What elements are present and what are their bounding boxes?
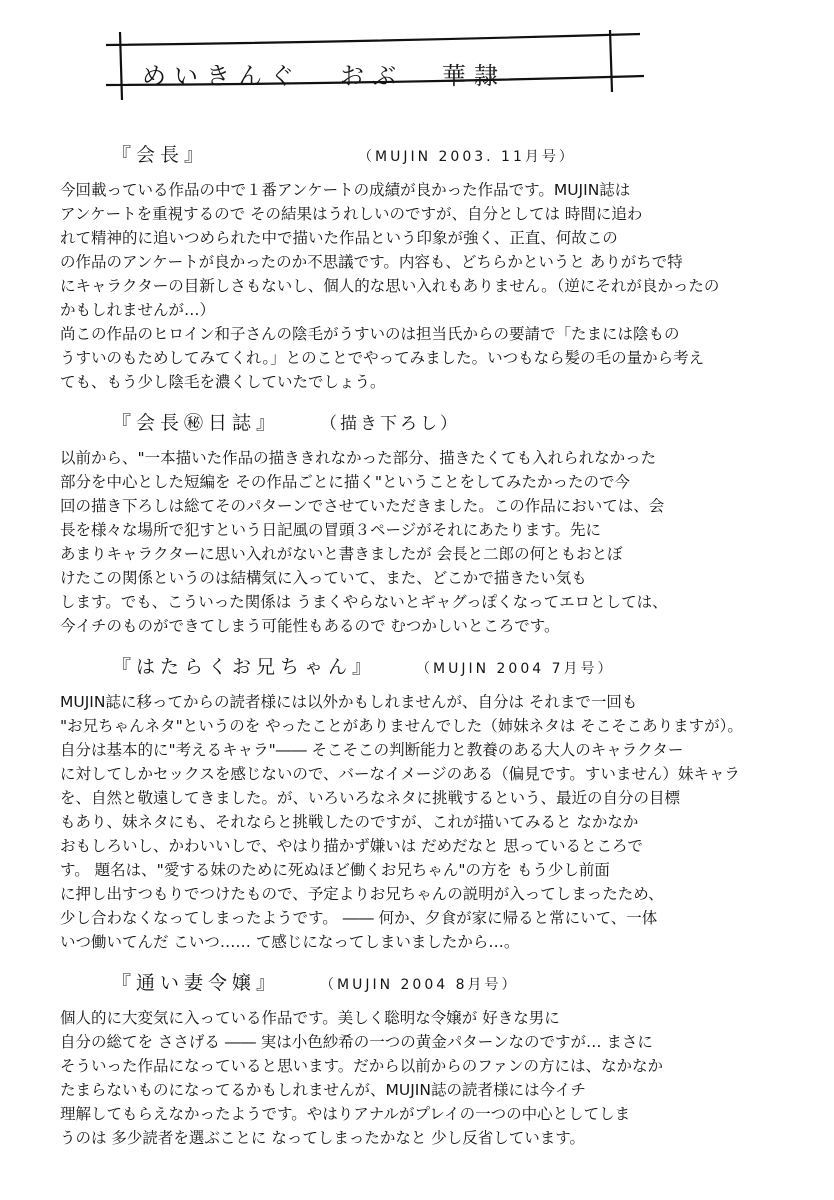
text-line: します。でも、こういった関係は うまくやらないとギャグっぽくなってエロとしては、 xyxy=(60,593,668,611)
text-line: 理解してもらえなかったようです。やはりアナルがプレイの一つの中心としてしま xyxy=(60,1105,631,1123)
section-source: （MUJIN 2004 7月号） xyxy=(416,661,615,677)
title-part: 華隷 xyxy=(442,62,506,90)
text-line: もあり、妹ネタにも、それならと挑戦したのですが、これが描いてみると なかなか xyxy=(60,813,639,831)
text-line: 長を様々な場所で犯すという日記風の冒頭３ページがそれにあたります。先に xyxy=(60,521,601,539)
section-header xyxy=(112,968,810,998)
text-line: に対してしかセックスを感じないので、バーなイメージのある（偏見です。すいません）妹キャラ xyxy=(60,765,740,783)
section-heading: 『通い妻令嬢』 xyxy=(112,972,281,994)
text-line: 自分の総てを ささげる ―― 実は小色紗希の一つの黄金パターンなのですが… まさに xyxy=(60,1033,653,1051)
text-line: そういった作品になっていると思います。だから以前からのファンの方には、なかなか xyxy=(60,1057,663,1075)
text-line: 少し合わなくなってしまったようです。 ―― 何か、夕食が家に帰ると常にいて、一体 xyxy=(60,909,658,927)
text-line: かもしれませんが…） xyxy=(60,301,216,319)
text-line: 今回載っている作品の中で１番アンケートの成績が良かった作品です。MUJIN誌は xyxy=(60,181,631,199)
section xyxy=(60,968,810,1150)
text-line: "お兄ちゃんネタ"というのを やったことがありませんでした（姉妹ネタは そこそこありますが）。 xyxy=(60,717,743,735)
section xyxy=(60,140,810,394)
text-line: 回の描き下ろしは総てそのパターンでさせていただきました。この作品においては、会 xyxy=(60,497,665,515)
text-line: うすいのもためしてみてくれ。」とのことでやってみました。いつもなら髪の毛の量から考え xyxy=(60,349,705,367)
text-line: 部分を中心とした短編を その作品ごとに描く"ということをしてみたかったので今 xyxy=(60,473,631,491)
page-title xyxy=(142,56,544,91)
text-line: うのは 多少読者を選ぶことに なってしまったかなと 少し反省しています。 xyxy=(60,1129,586,1147)
title-part: めいきんぐ xyxy=(142,62,302,90)
text-line: 尚この作品のヒロイン和子さんの陰毛がうすいのは担当氏からの要請で「たまには陰もの xyxy=(60,325,680,343)
title-part: おぶ xyxy=(340,62,404,90)
section-source: （描き下ろし） xyxy=(320,414,461,434)
text-line: 以前から、"一本描いた作品の描ききれなかった部分、描きたくても入れられなかった xyxy=(60,449,657,467)
text-line: れて精神的に追いつめられた中で描いた作品という印象が強く、正直、何故この xyxy=(60,229,618,247)
section-heading: 『会長』 xyxy=(112,144,209,166)
text-line: いつ働いてんだ こいつ…… て感じになってしまいましたから…。 xyxy=(60,933,520,951)
section-heading: 『会長㊙日誌』 xyxy=(112,412,281,434)
section-header xyxy=(112,140,810,170)
document-body xyxy=(60,140,810,1164)
text-line: にキャラクターの目新しさもないし、個人的な思い入れもありません。（逆にそれが良かったの xyxy=(60,277,720,295)
section-source: （MUJIN 2004 8月号） xyxy=(320,977,519,993)
text-line: の作品のアンケートが良かったのか不思議です。内容も、どちらかというと ありがちで特 xyxy=(60,253,683,271)
text-line: 今イチのものができてしまう可能性もあるので むつかしいところです。 xyxy=(60,617,560,635)
section-source: （MUJIN 2003. 11月号） xyxy=(358,149,576,165)
text-line: けたこの関係というのは結構気に入っていて、また、どこかで描きたい気も xyxy=(60,569,587,587)
text-line: す。 題名は、"愛する妹のために死ぬほど働くお兄ちゃん"の方を もう少し前面 xyxy=(60,861,610,879)
section-header xyxy=(112,652,810,682)
text-line: たまらないものになってるかもしれませんが、MUJIN誌の読者様には今イチ xyxy=(60,1081,586,1099)
section xyxy=(60,408,810,638)
section-heading: 『はたらくお兄ちゃん』 xyxy=(112,656,377,678)
section-header xyxy=(112,408,810,438)
text-line: ても、もう少し陰毛を濃くしていたでしょう。 xyxy=(60,373,386,391)
section xyxy=(60,652,810,954)
text-line: アンケートを重視するので その結果はうれしいのですが、自分としては 時間に追わ xyxy=(60,205,643,223)
text-line: を、自然と敬遠してきました。が、いろいろなネタに挑戦するという、最近の自分の目標 xyxy=(60,789,681,807)
text-line: あまりキャラクターに思い入れがないと書きましたが 会長と二郎の何ともおとぼ xyxy=(60,545,623,563)
text-line: 自分は基本的に"考えるキャラ"―― そこそこの判断能力と教養のある大人のキャラクター xyxy=(60,741,684,759)
text-line: MUJIN誌に移ってからの読者様には以外かもしれませんが、自分は それまで一回も xyxy=(60,693,638,711)
text-line: に押し出すつもりでつけたもので、予定よりお兄ちゃんの説明が入ってしまったため、 xyxy=(60,885,664,903)
text-line: 個人的に大変気に入っている作品です。美しく聡明な令嬢が 好きな男に xyxy=(60,1009,560,1027)
text-line: おもしろいし、かわいいしで、やはり描かず嫌いは だめだなと 思っているところで xyxy=(60,837,643,855)
